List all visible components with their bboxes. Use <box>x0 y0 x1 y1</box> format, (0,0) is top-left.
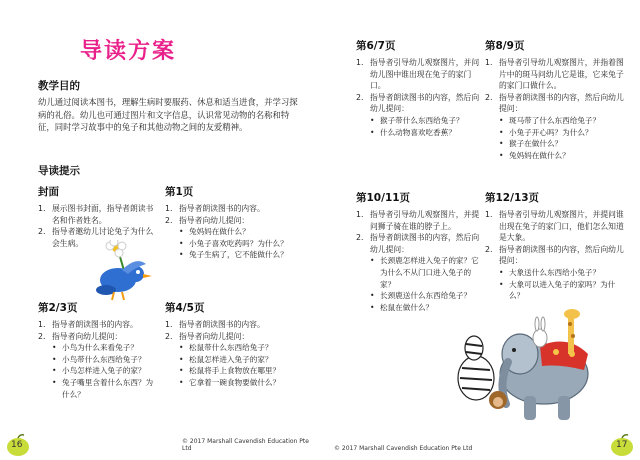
list-item: 1. 指导者引导幼儿观察图片，并提问谁出现在兔子的家门口，他们怎么知道是大象。 <box>485 210 624 243</box>
question: • 松鼠怎样进入兔子的家？ <box>165 354 305 366</box>
list-item: 1. 指导者朗读图书的内容。 <box>165 204 265 213</box>
section-page-12-13 <box>485 190 625 302</box>
list-item: 1. 指导者朗读图书的内容。 <box>38 320 138 329</box>
question: • 松鼠在做什么？ <box>356 302 480 314</box>
list-item: 1. 展示图书封面，指导者朗读书名和作者姓名。 <box>38 204 154 225</box>
section-heading: 第8/9页 <box>485 40 525 52</box>
list-item: 2. 指导者向幼儿提问： <box>165 331 250 341</box>
page-number: 16 <box>11 440 23 450</box>
question: • 小鸟为什么来看兔子？ <box>38 342 160 354</box>
page-title: 导读方案 <box>80 39 177 64</box>
section-page-4-5 <box>165 300 305 389</box>
list-item: 1. 指导者引导幼儿观察图片，并指着图片中的斑马问幼儿它是谁，它来兔子的家门口做什么。 <box>485 58 624 91</box>
section-heading: 第4/5页 <box>165 302 205 314</box>
question: • 兔妈妈在做什么？ <box>165 226 305 238</box>
section-page-6-7 <box>356 38 480 138</box>
page-number: 17 <box>616 440 628 450</box>
question: • 兔妈妈在做什么？ <box>485 150 625 162</box>
list-item: 1. 指导者引导幼儿观察图片，并问幼儿图中谁出现在兔子的家门口。 <box>356 58 480 91</box>
right-page <box>320 0 640 460</box>
tips-heading: 导读提示 <box>38 165 80 177</box>
copyright: © 2017 Marshall Cavendish Education Pte Ltd <box>182 438 309 452</box>
question: • 兔子生病了，它不能做什么？ <box>165 249 305 261</box>
section-heading: 第6/7页 <box>356 40 396 52</box>
copyright: © 2017 Marshall Cavendish Education Pte Ltd <box>334 445 473 452</box>
list-item: 1. 指导者朗读图书的内容。 <box>165 320 265 329</box>
section-heading: 封面 <box>38 186 59 198</box>
question: • 长颈鹿怎样进入兔子的家？它为什么不从门口进入兔子的家？ <box>356 255 480 290</box>
question: • 小兔子喜欢吃药吗？为什么？ <box>165 238 305 250</box>
question: • 小兔子开心吗？为什么？ <box>485 127 625 139</box>
question: • 松鼠带什么东西给兔子？ <box>165 342 305 354</box>
question: • 斑马带了什么东西给兔子？ <box>485 115 625 127</box>
objectives-text: 幼儿通过阅读本图书，理解生病时要服药、休息和适当进食，并学习探病的礼俗。幼儿也可通过图片和文字信息，认识常见动物的名称和特征，同时学习故事中的兔子和其他动物之间的友爱精神。 <box>38 97 298 133</box>
list-item: 2. 指导者邀幼儿讨论兔子为什么会生病。 <box>38 227 154 248</box>
list-item: 2. 指导者朗读图书的内容，然后向幼儿提问： <box>356 233 480 254</box>
section-heading: 第12/13页 <box>485 192 540 204</box>
question: • 猴子带什么东西给兔子？ <box>356 115 480 127</box>
question: • 长颈鹿送什么东西给兔子？ <box>356 290 480 302</box>
question: • 小鸟带什么东西给兔子？ <box>38 354 160 366</box>
section-heading: 第1页 <box>165 186 194 198</box>
list-item: 2. 指导者朗读图书的内容，然后向幼儿提问： <box>485 92 624 114</box>
question: • 什么动物喜欢吃香蕉？ <box>356 127 480 139</box>
list-item: 1. 指导者引导幼儿观察图片，并提问狮子骑在谁的脖子上。 <box>356 210 480 231</box>
question: • 猴子在做什么？ <box>485 138 625 150</box>
list-item: 2. 指导者向幼儿提问： <box>165 215 250 225</box>
section-page-1 <box>165 184 305 261</box>
animals-illustration <box>448 308 608 426</box>
question: • 它拿着一碗食物要做什么？ <box>165 377 305 389</box>
section-heading: 第2/3页 <box>38 302 78 314</box>
section-page-2-3 <box>38 300 160 400</box>
section-heading: 第10/11页 <box>356 192 411 204</box>
question: • 大象可以进入兔子的家吗？为什么？ <box>485 279 625 302</box>
bird-with-flower-illustration <box>88 240 160 302</box>
section-page-8-9 <box>485 38 625 161</box>
question: • 兔子嘴里含着什么东西？为什么？ <box>38 377 160 400</box>
question: • 大象送什么东西给小兔子？ <box>485 267 625 279</box>
objectives-heading: 教学目的 <box>38 80 80 92</box>
list-item: 2. 指导者向幼儿提问： <box>38 331 123 341</box>
question: • 小鸟怎样进入兔子的家？ <box>38 365 160 377</box>
list-item: 2. 指导者朗读图书的内容，然后向幼儿提问： <box>485 244 624 266</box>
question: • 松鼠将手上食物放在哪里？ <box>165 365 305 377</box>
section-page-10-11 <box>356 190 480 313</box>
list-item: 2. 指导者朗读图书的内容，然后向幼儿提问： <box>356 92 480 114</box>
